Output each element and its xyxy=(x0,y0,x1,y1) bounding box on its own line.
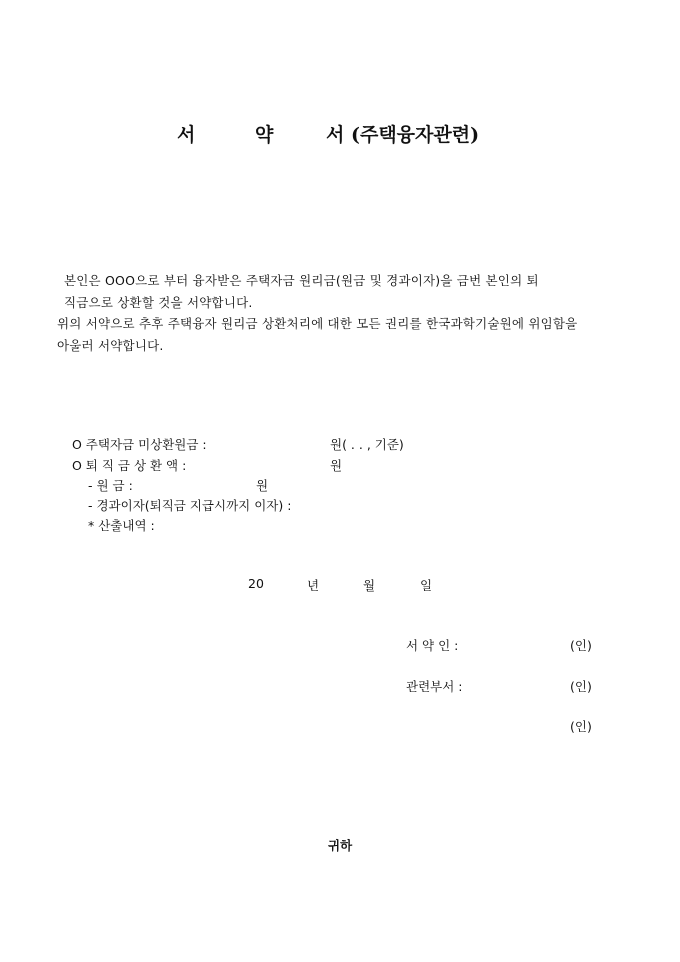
body-line-3: 위의 서약으로 추후 주택융자 원리금 상환처리에 대한 모든 권리를 한국과학기술원에 위임함을 xyxy=(57,316,578,331)
severance-repayment-label: O 퇴 직 금 상 환 액 : xyxy=(72,458,187,473)
housing-principal-label: O 주택자금 미상환원금 : xyxy=(72,437,207,452)
signer-seal: (인) xyxy=(570,638,592,653)
document-title xyxy=(0,120,680,150)
title-part-2: 약 xyxy=(255,124,274,146)
housing-principal-unit: 원( . . , 기준) xyxy=(330,437,404,452)
date-day: 일 xyxy=(420,578,433,593)
body-line-1: 본인은 OOO으로 부터 융자받은 주택자금 원리금(원금 및 경과이자)을 금번 본인의 퇴 xyxy=(64,273,539,288)
date-year-prefix: 20 xyxy=(248,576,264,591)
title-part-3: 서 (주택융자관련) xyxy=(326,124,480,146)
closing-addressee: 귀하 xyxy=(328,838,353,853)
calculation-details-label: * 산출내역 : xyxy=(88,518,155,533)
department-label: 관련부서 : xyxy=(406,679,463,694)
date-year: 년 xyxy=(307,578,320,593)
principal-label: - 원 금 : xyxy=(88,478,133,493)
accrued-interest-label: - 경과이자(퇴직금 지급시까지 이자) : xyxy=(88,498,292,513)
body-line-2: 직금으로 상환할 것을 서약합니다. xyxy=(64,295,253,310)
title-part-1: 서 xyxy=(177,124,196,146)
extra-seal: (인) xyxy=(570,719,592,734)
severance-repayment-unit: 원 xyxy=(330,458,343,473)
body-line-4: 아울러 서약합니다. xyxy=(57,338,164,353)
date-month: 월 xyxy=(363,578,376,593)
department-seal: (인) xyxy=(570,679,592,694)
principal-unit: 원 xyxy=(256,478,269,493)
signer-label: 서 약 인 : xyxy=(406,638,459,653)
